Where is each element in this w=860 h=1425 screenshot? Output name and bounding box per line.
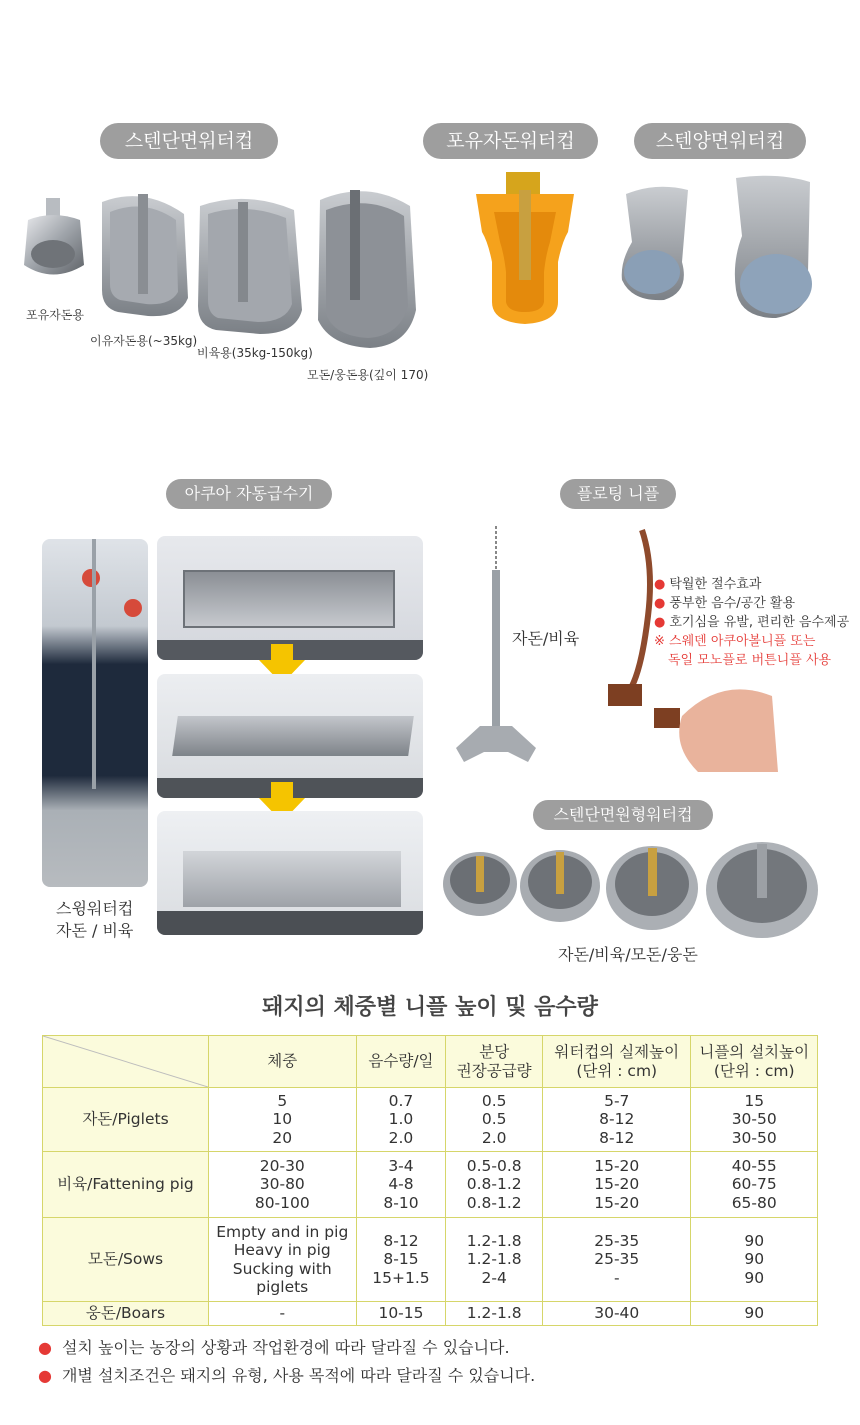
feature-item: ● 호기심을 유발, 편리한 음수제공 [654, 615, 850, 630]
nipple-note-2: 독일 모노플로 버튼니플 사용 [668, 653, 832, 668]
row-name: 비육/Fattening pig [43, 1152, 209, 1218]
row-name: 웅돈/Boars [43, 1302, 209, 1326]
cell-flow: 1.2-1.8 1.2-1.8 2-4 [446, 1218, 543, 1302]
table-title: 돼지의 체중별 니플 높이 및 음수량 [262, 995, 598, 1020]
round-cup-label: 자돈/비육/모돈/웅돈 [558, 945, 698, 964]
cell-nipple: 40-55 60-75 65-80 [691, 1152, 818, 1218]
floating-feature-list [654, 575, 849, 670]
header-water-per-day: 음수량/일 [356, 1036, 446, 1088]
header-cup-height: 워터컵의 실제높이 (단위 : cm) [543, 1036, 691, 1088]
note-item: ● 개별 설치조건은 돼지의 유형, 사용 목적에 따라 달라질 수 있습니다. [38, 1366, 536, 1385]
label-sow-boar: 모돈/웅돈용(깊이 170) [307, 368, 429, 382]
cell-water: 10-15 [356, 1302, 446, 1326]
double-sided-cup-images [612, 172, 822, 322]
stainless-cup-images [20, 180, 440, 370]
cell-cup: 25-35 25-35 - [543, 1218, 691, 1302]
cell-water: 3-4 4-8 8-10 [356, 1152, 446, 1218]
cell-flow: 1.2-1.8 [446, 1302, 543, 1326]
bullet-dot-icon: ● [654, 615, 666, 630]
pill-aqua-auto-waterer: 아쿠아 자동급수기 [166, 479, 332, 509]
label-suckling: 포유자돈용 [26, 308, 84, 322]
table-row [43, 1218, 818, 1302]
table-row [43, 1088, 818, 1152]
row-name: 모돈/Sows [43, 1218, 209, 1302]
weaning-cup-image [102, 194, 188, 316]
cell-water: 8-12 8-15 15+1.5 [356, 1218, 446, 1302]
table-corner-cell [43, 1036, 209, 1088]
cell-nipple: 90 [691, 1302, 818, 1326]
round-cup-medium-image [520, 850, 600, 922]
pill-stainless-double-cup: 스텐양면워터컵 [634, 123, 806, 159]
cell-flow: 0.5-0.8 0.8-1.2 0.8-1.2 [446, 1152, 543, 1218]
aqua-photo-step-3 [157, 811, 423, 935]
round-cup-xlarge-image [706, 842, 818, 938]
cell-flow: 0.5 0.5 2.0 [446, 1088, 543, 1152]
round-cup-small-image [443, 852, 517, 916]
cell-weight: Empty and in pig Heavy in pig Sucking with piglets [209, 1218, 357, 1302]
suckling-nipple-cup-image [24, 198, 84, 275]
pill-suckling-cup: 포유자돈워터컵 [423, 123, 598, 159]
nipple-note-1: ※ 스웨덴 아쿠아볼니플 또는 [654, 634, 816, 649]
installation-notes [38, 1334, 535, 1390]
aqua-photo-step-1 [157, 536, 423, 660]
swing-label-2: 자돈 / 비육 [56, 921, 134, 940]
round-cup-large-image [606, 846, 698, 930]
floating-label: 자돈/비육 [512, 629, 580, 648]
large-double-cup-image [735, 176, 812, 318]
bullet-dot-icon: ● [654, 596, 666, 611]
aqua-photo-step-2 [157, 674, 423, 798]
header-flow-rate: 분당 권장공급량 [446, 1036, 543, 1088]
round-cup-images [440, 832, 824, 942]
floating-nipple-pole-image [450, 526, 542, 776]
small-double-cup-image [622, 187, 688, 300]
orange-suckling-cup-image [470, 172, 580, 332]
cell-water: 0.7 1.0 2.0 [356, 1088, 446, 1152]
feature-item: ● 탁월한 절수효과 [654, 577, 762, 592]
swing-label-1: 스윙워터컵 [56, 899, 134, 918]
note-item: ● 설치 높이는 농장의 상황과 작업환경에 따라 달라질 수 있습니다. [38, 1338, 510, 1357]
bullet-dot-icon: ● [38, 1338, 52, 1357]
feature-item: ● 풍부한 음수/공간 활용 [654, 596, 796, 611]
cell-weight: 20-30 30-80 80-100 [209, 1152, 357, 1218]
label-fattening: 비육용(35kg-150kg) [197, 346, 313, 360]
cell-nipple: 15 30-50 30-50 [691, 1088, 818, 1152]
swing-cup-photo [42, 539, 148, 887]
cell-cup: 15-20 15-20 15-20 [543, 1152, 691, 1218]
cell-weight: - [209, 1302, 357, 1326]
bullet-dot-icon: ● [654, 577, 666, 592]
row-name: 자돈/Piglets [43, 1088, 209, 1152]
table-row [43, 1302, 818, 1326]
cell-cup: 5-7 8-12 8-12 [543, 1088, 691, 1152]
cell-nipple: 90 90 90 [691, 1218, 818, 1302]
pill-stainless-single-cup: 스텐단면워터컵 [100, 123, 278, 159]
header-weight: 체중 [209, 1036, 357, 1088]
label-weaning: 이유자돈용(~35kg) [90, 334, 198, 348]
pill-floating-nipple: 플로팅 니플 [560, 479, 676, 509]
header-nipple-height: 니플의 설치높이 (단위 : cm) [691, 1036, 818, 1088]
cell-cup: 30-40 [543, 1302, 691, 1326]
sow-cup-image [318, 190, 416, 348]
spec-table [42, 1035, 818, 1326]
fattening-cup-image [198, 199, 302, 334]
cell-weight: 5 10 20 [209, 1088, 357, 1152]
table-row [43, 1152, 818, 1218]
diagonal-line [43, 1036, 208, 1087]
bullet-dot-icon: ● [38, 1366, 52, 1385]
pill-round-cup: 스텐단면원형워터컵 [533, 800, 713, 830]
